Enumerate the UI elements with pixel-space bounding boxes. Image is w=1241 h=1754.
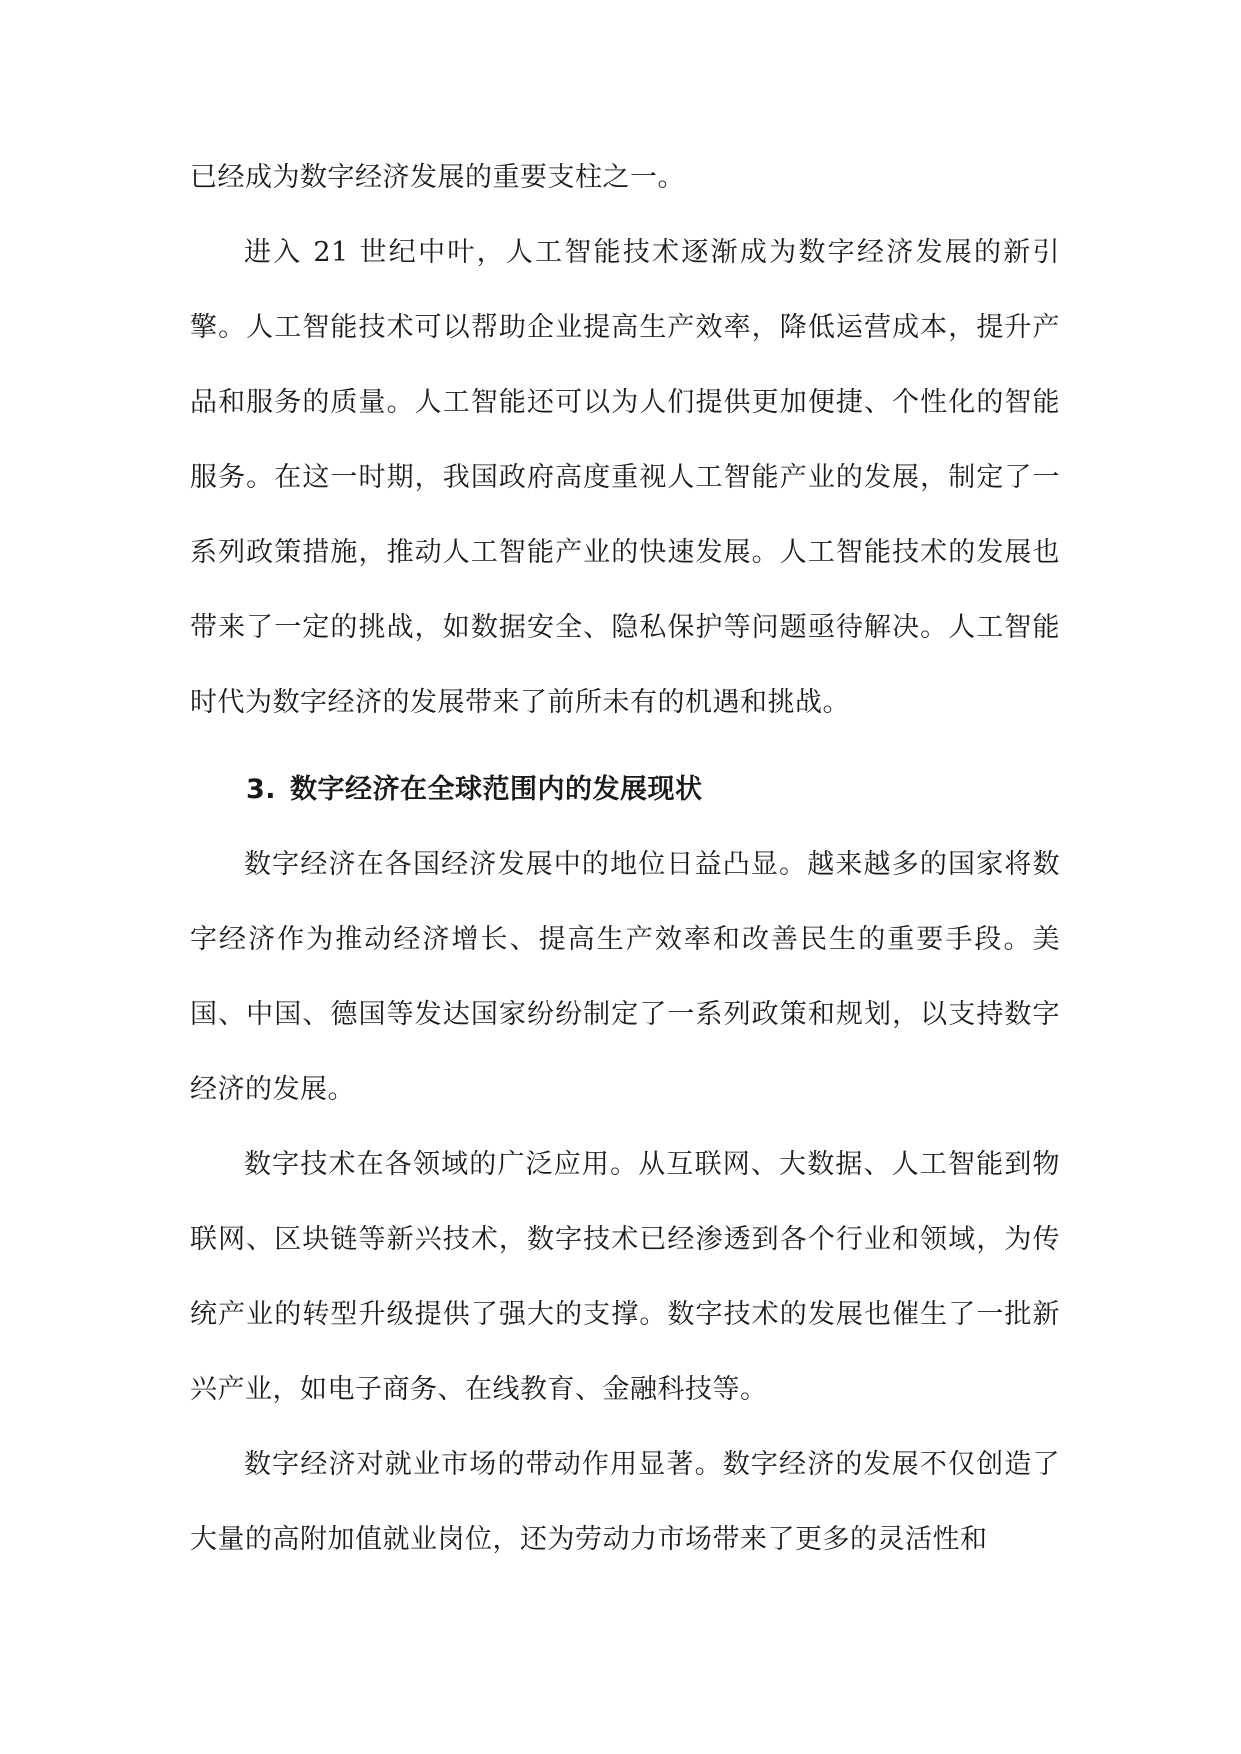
section-title: 数字经济在全球范围内的发展现状 bbox=[290, 774, 703, 805]
paragraph-employment: 数字经济对就业市场的带动作用显著。数字经济的发展不仅创造了大量的高附加值就业岗位，还为劳动力市场带来了更多的灵活性和 bbox=[190, 1449, 1060, 1555]
section-number: 3. bbox=[246, 774, 277, 805]
paragraph-status: 数字经济在各国经济发展中的地位日益凸显。越来越多的国家将数字经济作为推动经济增长、提高生产效率和改善民生的重要手段。美国、中国、德国等发达国家纷纷制定了一系列政策和规划，以支持数字经济的发展。 bbox=[190, 849, 1060, 1105]
section-heading bbox=[190, 752, 1060, 827]
paragraph-continuation: 已经成为数字经济发展的重要支柱之一。 bbox=[190, 162, 685, 193]
paragraph-tech-application: 数字技术在各领域的广泛应用。从互联网、大数据、人工智能到物联网、区块链等新兴技术，数字技术已经渗透到各个行业和领域，为传统产业的转型升级提供了强大的支撑。数字技术的发展也催生了一批新兴产业，如电子商务、在线教育、金融科技等。 bbox=[190, 1149, 1060, 1405]
document-body bbox=[190, 140, 1060, 1577]
paragraph-ai-era: 进入 21 世纪中叶，人工智能技术逐渐成为数字经济发展的新引擎。人工智能技术可以帮助企业提高生产效率，降低运营成本，提升产品和服务的质量。人工智能还可以为人们提供更加便捷、个性化的智能服务。在这一时期，我国政府高度重视人工智能产业的发展，制定了一系列政策措施，推动人工智能产业的快速发展。人工智能技术的发展也带来了一定的挑战，如数据安全、隐私保护等问题亟待解决。人工智能时代为数字经济的发展带来了前所未有的机遇和挑战。 bbox=[190, 237, 1060, 718]
